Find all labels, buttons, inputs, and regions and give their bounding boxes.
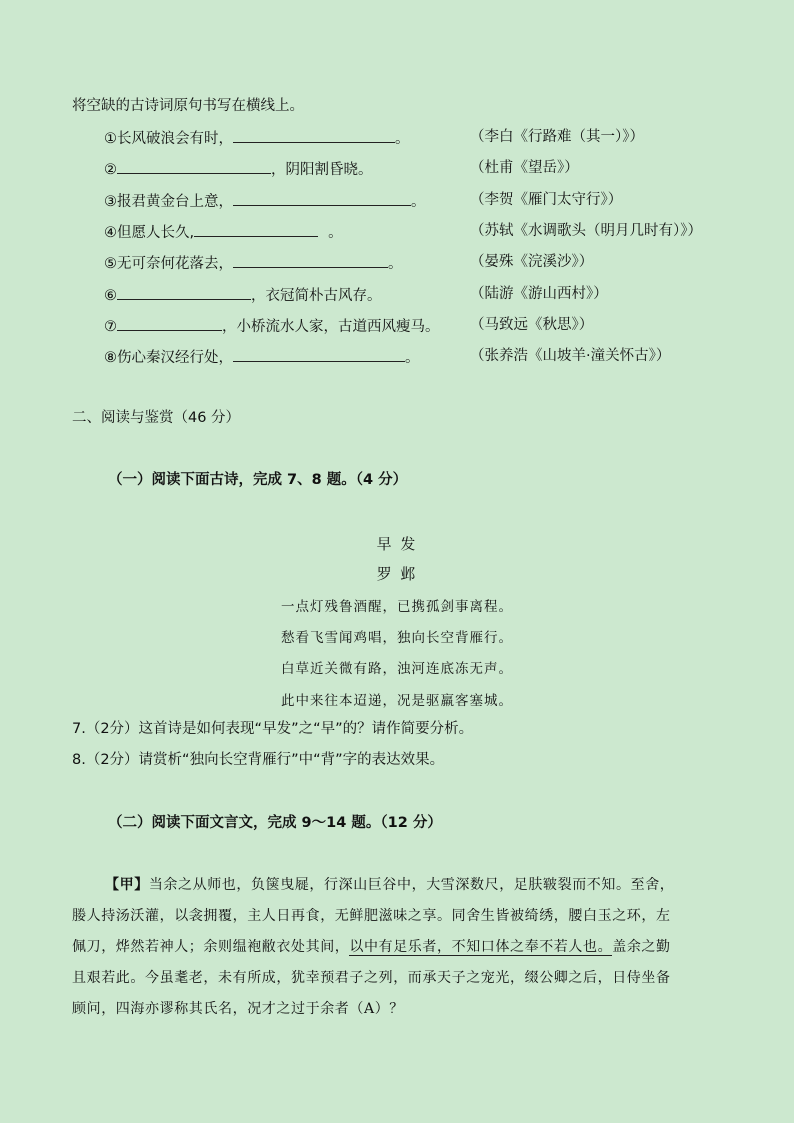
poem-title: 早 发: [376, 535, 418, 553]
passage-line: 顾问，四海亦谬称其氏名，况才之过于余者（A）？: [72, 1001, 404, 1017]
fill-source-3: （李贺《雁门太守行》）: [470, 192, 623, 208]
fill-source-1: （李白《行路难（其一）》）: [470, 129, 644, 145]
passage-line: 佩刀，烨然若神人；余则缊袍敝衣处其间，以中有足乐者，不知口体之奉不若人也。盖余之勤: [72, 939, 671, 955]
poem-line: 愁看飞雪闻鸡唱，独向长空背雁行。: [281, 630, 513, 646]
fill-source-8: （张养浩《山坡羊·潼关怀古》）: [470, 348, 671, 364]
fill-item-6: ⑥ ，衣冠简朴古风存。: [104, 284, 382, 306]
answer-blank[interactable]: [117, 284, 251, 300]
instruction: 将空缺的古诗词原句书写在横线上。: [72, 98, 304, 114]
answer-blank[interactable]: [233, 190, 411, 206]
fill-source-5: （晏殊《浣溪沙》）: [470, 254, 594, 270]
question-8: 8.（2分）请赏析“独向长空背雁行”中“背”字的表达效果。: [72, 752, 445, 768]
passage-label: 【甲】: [105, 877, 149, 893]
fill-item-3: ③报君黄金台上意， 。: [104, 190, 426, 212]
answer-blank[interactable]: [233, 127, 395, 143]
fill-source-2: （杜甫《望岳》）: [470, 160, 579, 176]
question-7: 7.（2分）这首诗是如何表现“早发”之“早”的？请作简要分析。: [72, 721, 474, 737]
underlined-sentence: 以中有足乐者，不知口体之奉不若人也。: [349, 939, 613, 955]
poem-line: 白草近关微有路，浊河连底冻无声。: [281, 661, 513, 677]
poem-author: 罗 邺: [376, 565, 418, 583]
answer-blank[interactable]: [117, 158, 271, 174]
fill-item-5: ⑤无可奈何花落去， 。: [104, 252, 403, 274]
passage-line: 媵人持汤沃灌，以衾拥覆，主人日再食，无鲜肥滋味之享。同舍生皆被绮绣，腰白玉之环，左: [72, 908, 671, 924]
fill-item-7: ⑦ ，小桥流水人家，古道西风瘦马。: [104, 315, 440, 337]
answer-blank[interactable]: [117, 315, 222, 331]
section-heading: 二、阅读与鉴赏（46 分）: [72, 410, 241, 426]
poem-line: 此中来往本迢递，况是驱羸客塞城。: [281, 693, 513, 709]
passage-line: 【甲】当余之从师也，负箧曳屣，行深山巨谷中，大雪深数尺，足肤皲裂而不知。至舍，: [105, 877, 675, 893]
fill-source-6: （陆游《游山西村》）: [470, 286, 608, 302]
answer-blank[interactable]: [233, 346, 405, 362]
answer-blank[interactable]: [194, 221, 318, 237]
fill-item-1: ①长风破浪会有时， 。: [104, 127, 410, 149]
fill-item-4: ④但愿人长久, 。: [104, 221, 343, 243]
passage-line: 且艰若此。今虽耄老，未有所成，犹幸预君子之列，而承天子之宠光，缀公卿之后，日侍坐备: [72, 970, 671, 986]
fill-source-7: （马致远《秋思》）: [470, 317, 594, 333]
answer-blank[interactable]: [233, 252, 388, 268]
poem-line: 一点灯残鲁酒醒，已携孤剑事离程。: [281, 599, 513, 615]
fill-source-4: （苏轼《水调歌头（明月几时有）》）: [470, 223, 702, 239]
part-heading: （二）阅读下面文言文，完成 9～14 题。（12 分）: [108, 815, 442, 831]
fill-item-2: ② ，阴阳割昏晓。: [104, 158, 373, 180]
part-heading: （一）阅读下面古诗，完成 7、8 题。（4 分）: [108, 472, 408, 488]
fill-item-8: ⑧伤心秦汉经行处， 。: [104, 346, 420, 368]
